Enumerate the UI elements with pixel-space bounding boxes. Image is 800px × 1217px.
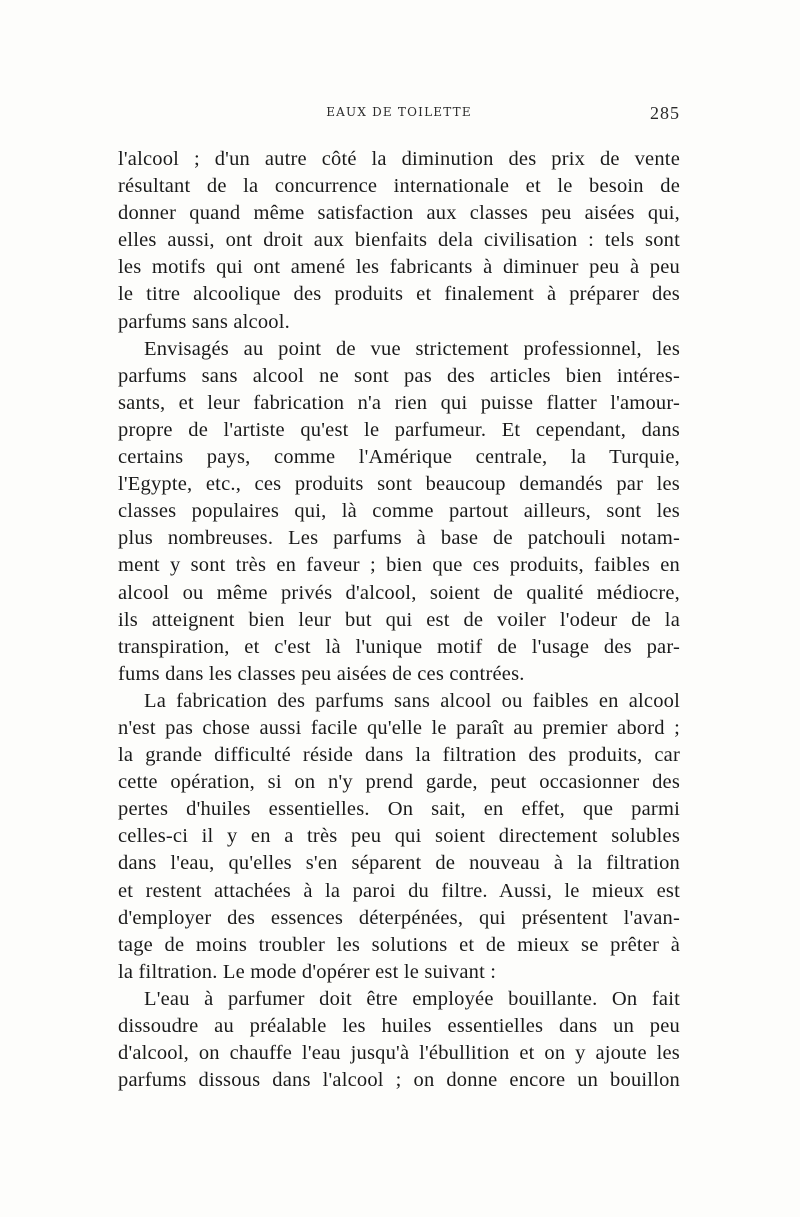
text-line: transpiration, et c'est là l'unique motif de l'usage des par-	[118, 635, 680, 658]
text-line: plus nombreuses. Les parfums à base de patchouli notam-	[118, 527, 680, 550]
text-line: parfums sans alcool ne sont pas des articles bien intéres-	[118, 364, 680, 387]
body-text	[118, 146, 680, 1094]
text-line: certains pays, comme l'Amérique centrale, la Turquie,	[118, 446, 680, 469]
text-line: elles aussi, ont droit aux bienfaits dela civilisation : tels sont	[118, 229, 680, 252]
paragraph-end-line: fums dans les classes peu aisées de ces contrées.	[118, 662, 525, 685]
text-line: l'alcool ; d'un autre côté la diminution des prix de vente	[118, 148, 680, 170]
text-line: le titre alcoolique des produits et finalement à préparer des	[118, 283, 680, 306]
text-line: résultant de la concurrence internationale et le besoin de	[118, 175, 680, 198]
text-line: classes populaires qui, là comme partout ailleurs, sont les	[118, 500, 680, 523]
text-line: ils atteignent bien leur but qui est de voiler l'odeur de la	[118, 608, 680, 631]
paragraph-start-line: Envisagés au point de vue strictement professionnel, les	[144, 337, 680, 360]
running-title: EAUX DE TOILETTE	[326, 105, 472, 119]
text-line: parfums dissous dans l'alcool ; on donne encore un bouillon	[118, 1069, 680, 1092]
text-line: celles-ci il y en a très peu qui soient directement solubles	[118, 825, 680, 848]
text-line: la grande difficulté réside dans la filtration des produits, car	[118, 744, 680, 767]
paragraph-start-line: La fabrication des parfums sans alcool ou faibles en alcool	[144, 689, 680, 712]
text-line: dissoudre au préalable les huiles essentielles dans un peu	[118, 1015, 680, 1037]
text-line: propre de l'artiste qu'est le parfumeur. Et cependant, dans	[118, 418, 680, 441]
text-line: et restent attachées à la paroi du filtre. Aussi, le mieux est	[118, 879, 680, 902]
text-line: ment y sont très en faveur ; bien que ces produits, faibles en	[118, 554, 680, 577]
running-header	[118, 103, 680, 127]
page-number: 285	[650, 103, 680, 123]
text-line: l'Egypte, etc., ces produits sont beaucoup demandés par les	[118, 473, 680, 496]
text-line: les motifs qui ont amené les fabricants à diminuer peu à peu	[118, 256, 680, 279]
text-line: donner quand même satisfaction aux classes peu aisées qui,	[118, 202, 680, 225]
text-line: dans l'eau, qu'elles s'en séparent de nouveau à la filtration	[118, 852, 680, 875]
paragraph-start-line: L'eau à parfumer doit être employée bouillante. On fait	[144, 987, 680, 1010]
paragraph-end-line: parfums sans alcool.	[118, 310, 290, 333]
text-line: tage de moins troubler les solutions et de mieux se prêter à	[118, 933, 680, 956]
text-line: pertes d'huiles essentielles. On sait, en effet, que parmi	[118, 798, 680, 821]
text-line: sants, et leur fabrication n'a rien qui puisse flatter l'amour-	[118, 391, 680, 414]
text-line: n'est pas chose aussi facile qu'elle le paraît au premier abord ;	[118, 716, 680, 739]
text-line: cette opération, si on n'y prend garde, peut occasionner des	[118, 771, 680, 794]
paragraph-end-line: la filtration. Le mode d'opérer est le suivant :	[118, 960, 497, 983]
text-line: d'alcool, on chauffe l'eau jusqu'à l'ébullition et on y ajoute les	[118, 1042, 680, 1065]
text-line: d'employer des essences déterpénées, qui présentent l'avan-	[118, 906, 680, 929]
text-line: alcool ou même privés d'alcool, soient de qualité médiocre,	[118, 581, 680, 604]
